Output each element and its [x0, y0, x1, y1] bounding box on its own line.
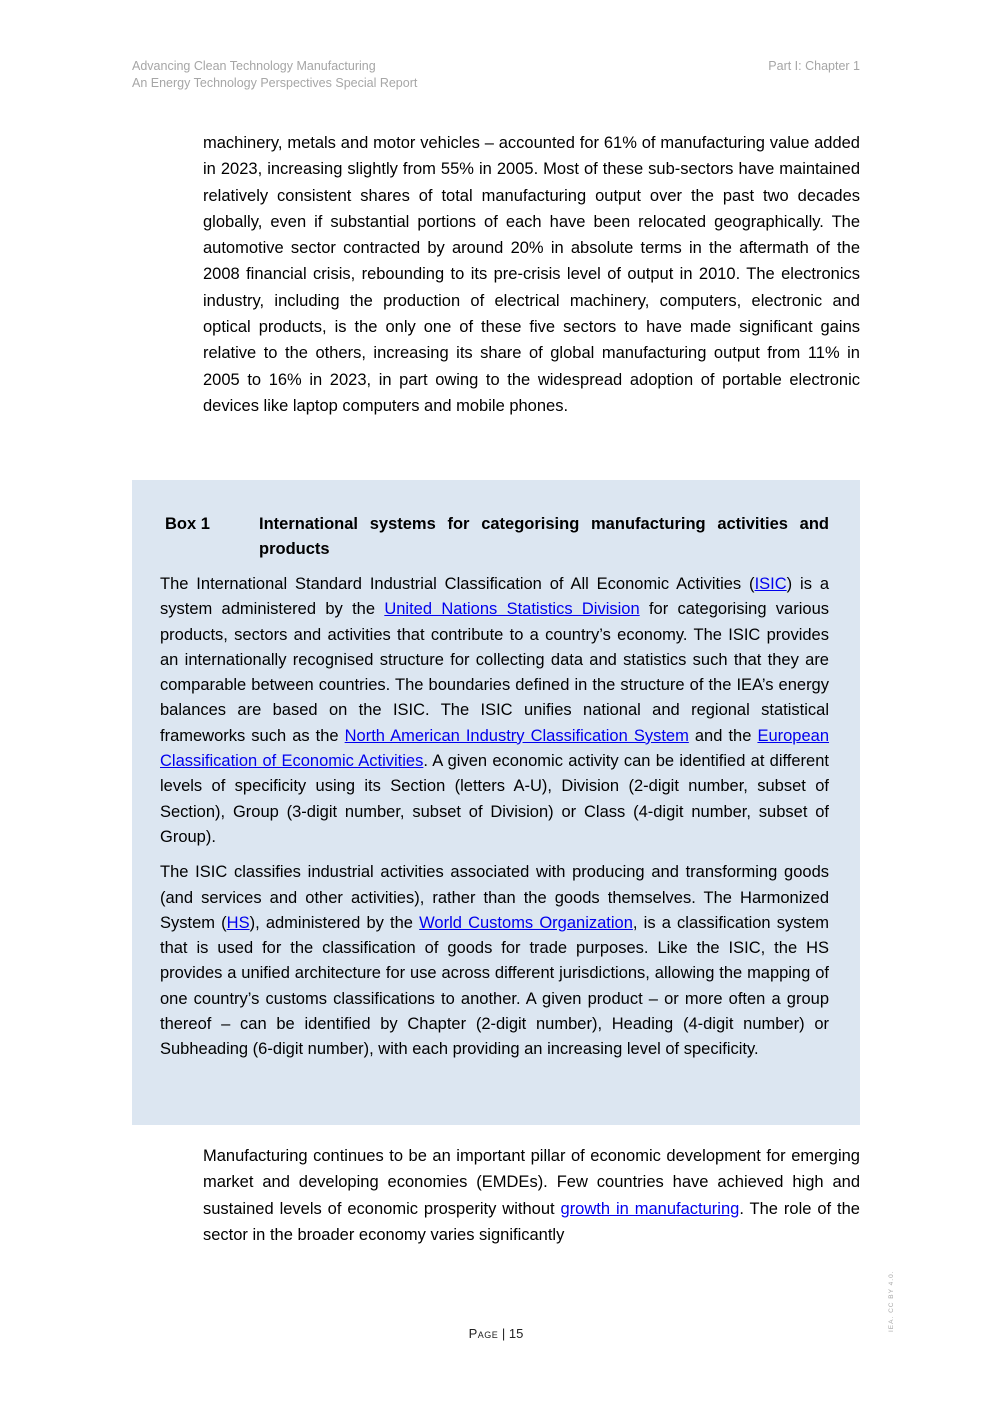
box-paragraph-2 [160, 860, 829, 1062]
text-span: , is a classification system that is used for the classification of goods for trade purposes. Like the ISIC, the HS provides a unified architecture for use across different jurisdictions, allowing the mapping of one country’s customs classifications to another. A given product – or more often a group thereof – can be identified by Chapter (2-digit number), Heading (4-digit number) or Subheading (6-digit number), with each providing an increasing level of specificity. [160, 913, 830, 1059]
box-title [165, 512, 829, 562]
text-span: and the [688, 726, 758, 745]
page-number: 15 [508, 1326, 524, 1341]
license-note: IEA. CC BY 4.0. [888, 1270, 895, 1332]
body-paragraph-1: machinery, metals and motor vehicles – accounted for 61% of manufacturing value added in 2023, increasing slightly from 55% in 2005. Most of these sub-sectors have maintained relatively consistent shares of total manufacturing output over the past two decades globally, even if substantial portions of each have been relocated geographically. The automotive sector contracted by around 20% in absolute terms in the aftermath of the 2008 financial crisis, rebounding to its pre-crisis level of output in 2010. The electronics industry, including the production of electrical machinery, computers, electronic and optical products, is the only one of these five sectors to have made significant gains relative to the others, increasing its share of global manufacturing output from 11% in 2005 to 16% in 2023, in part owing to the widespread adoption of portable electronic devices like laptop computers and mobile phones. [203, 134, 860, 415]
body-paragraph-2 [203, 1143, 860, 1248]
box-label: Box 1 [165, 515, 210, 533]
link-naics[interactable]: North American Industry Classification System [344, 726, 689, 745]
running-header-right: Part I: Chapter 1 [768, 59, 860, 73]
running-header-left [132, 58, 417, 92]
link-nace[interactable]: European Classification of Economic Activities [160, 726, 829, 771]
text-span: Manufacturing continues to be an important pillar of economic development for emerging market and developing economies (EMDEs). Few countries have achieved high and sustained levels of economic prosperity without [203, 1147, 860, 1218]
report-title: Advancing Clean Technology Manufacturing [132, 59, 376, 73]
page-separator: | [498, 1326, 509, 1341]
box-heading: International systems for categorising manufacturing activities and products [259, 515, 829, 558]
link-isic[interactable]: ISIC [754, 575, 787, 593]
text-span: ) is a system administered by the [160, 575, 829, 619]
text-span: . A given economic activity can be identified at different levels of specificity using its Section (letters A-U), Division (2-digit number, subset of Section), Group (3-digit number, subset of Division) or Class (4-digit number, subset of Group). [160, 752, 829, 846]
text-span: The ISIC classifies industrial activities associated with producing and transforming goods (and services and other activities), rather than the goods themselves. The Harmonized System ( [160, 863, 829, 932]
link-world-customs-organization[interactable]: World Customs Organization [419, 913, 633, 932]
page-footer [0, 1326, 992, 1341]
box-1 [132, 480, 860, 1125]
report-subtitle: An Energy Technology Perspectives Special Report [132, 76, 418, 90]
text-span: The International Standard Industrial Classification of All Economic Activities ( [160, 575, 755, 593]
text-span: . The role of the sector in the broader economy varies significantly [203, 1199, 860, 1244]
link-growth-in-manufacturing[interactable]: growth in manufacturing [560, 1199, 740, 1218]
box-paragraph-1 [160, 572, 829, 850]
link-un-statistics-division[interactable]: United Nations Statistics Division [384, 600, 640, 619]
page-word: Page [468, 1326, 499, 1341]
link-hs[interactable]: HS [226, 913, 250, 932]
box-body [160, 572, 829, 1073]
text-span: for categorising various products, sectors and activities that contribute to a country’s economy. The ISIC provides an internationally recognised structure for collecting data and statistics such that they are comparable between countries. The boundaries defined in the structure of the IEA’s energy balances are based on the ISIC. The ISIC unifies national and regional statistical frameworks such as the [160, 600, 829, 745]
text-span: ), administered by the [249, 913, 420, 932]
